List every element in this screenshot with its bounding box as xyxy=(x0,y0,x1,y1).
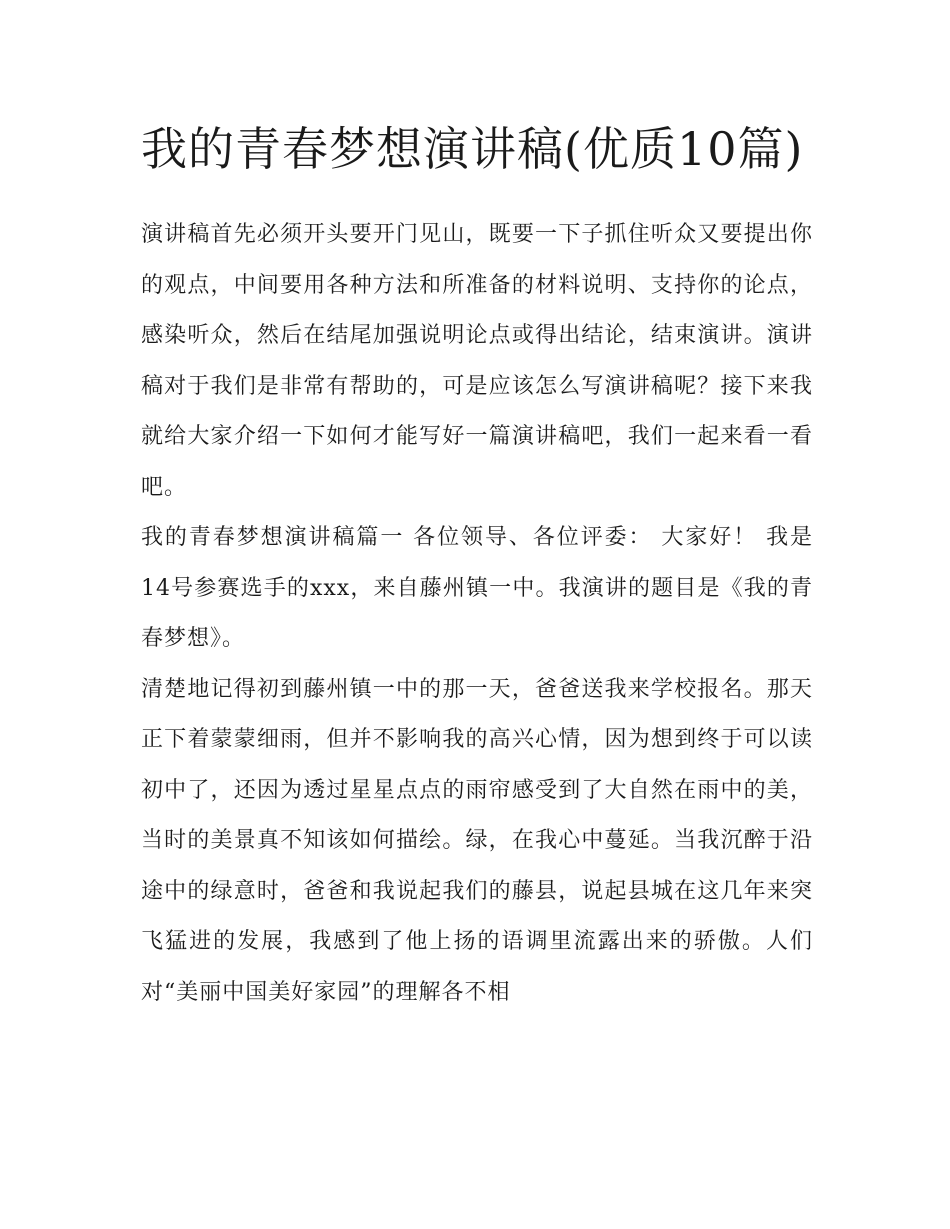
document-title: 我的青春梦想演讲稿(优质10篇) xyxy=(141,122,804,176)
speech-opening-paragraph: 我的青春梦想演讲稿篇一 各位领导、各位评委： 大家好！ 我是14号参赛选手的xxx，来自藤州镇一中。我演讲的题目是《我的青春梦想》。 xyxy=(141,525,813,651)
document-body xyxy=(141,210,813,1018)
intro-paragraph: 演讲稿首先必须开头要开门见山，既要一下子抓住听众又要提出你的观点，中间要用各种方法和所准备的材料说明、支持你的论点，感染听众，然后在结尾加强说明论点或得出结论，结束演讲。演讲稿对于我们是非常有帮助的，可是应该怎么写演讲稿呢？接下来我就给大家介绍一下如何才能写好一篇演讲稿吧，我们一起来看一看吧。 xyxy=(141,222,813,500)
speech-body-paragraph: 清楚地记得初到藤州镇一中的那一天，爸爸送我来学校报名。那天正下着蒙蒙细雨，但并不影响我的高兴心情，因为想到终于可以读初中了，还因为透过星星点点的雨帘感受到了大自然在雨中的美，当时的美景真不知该如何描绘。绿，在我心中蔓延。当我沉醉于沿途中的绿意时，爸爸和我说起我们的藤县，说起县城在这几年来突飞猛进的发展，我感到了他上扬的语调里流露出来的骄傲。人们对“美丽中国美好家园”的理解各不相 xyxy=(141,676,813,1005)
document-page xyxy=(141,112,813,1018)
